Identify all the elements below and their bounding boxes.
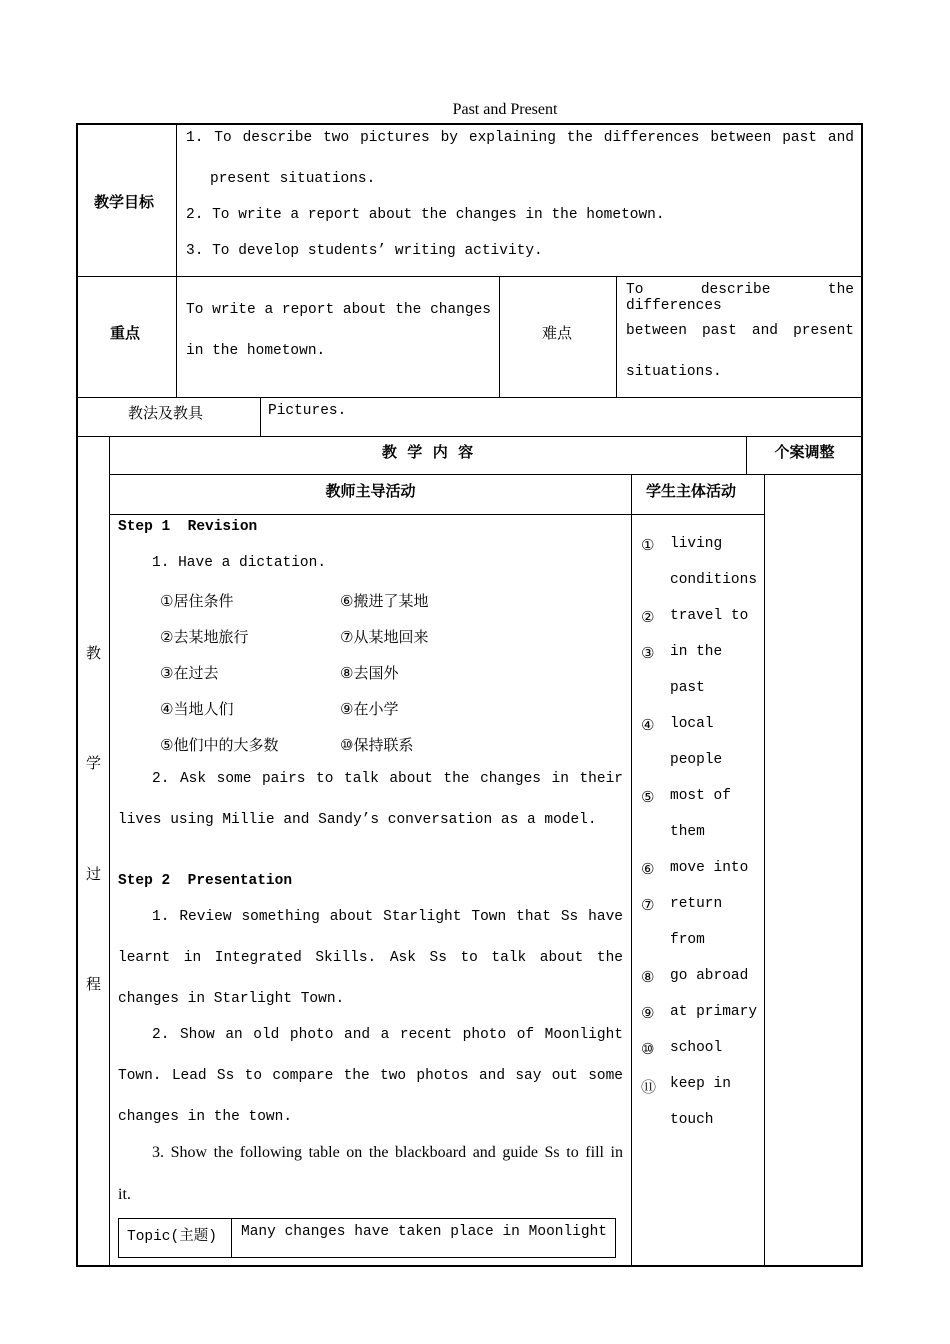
step2-item-3-line-1: 3. Show the following table on the blackboard and guide Ss to fill in xyxy=(152,1144,623,1161)
student-item-number: ④ xyxy=(641,716,655,734)
step2-title: Step 2 Presentation xyxy=(118,873,293,889)
step1-item-1: 1. Have a dictation. xyxy=(152,555,327,571)
methods-header: 教法及教具 xyxy=(128,404,204,422)
objective-item-2: 2. To write a report about the changes in the hometown. xyxy=(186,207,665,223)
dictation-right-6: ⑥搬进了某地 xyxy=(340,592,429,610)
student-item-text: living xyxy=(670,536,723,552)
step2-item-2-line-3: changes in the town. xyxy=(118,1109,293,1125)
student-item-text: from xyxy=(670,932,705,948)
student-item-text: conditions xyxy=(670,572,758,588)
student-item-text: return xyxy=(670,896,723,912)
step1-item-2-line-2: lives using Millie and Sandy’s conversation as a model. xyxy=(118,812,597,828)
key-points-line-2: in the hometown. xyxy=(186,343,326,359)
student-item-number: ⑦ xyxy=(641,896,655,914)
dictation-left-1: ①居住条件 xyxy=(160,592,234,610)
student-item-number: ⑪ xyxy=(641,1078,657,1096)
student-item-text: touch xyxy=(670,1112,714,1128)
dictation-right-9: ⑨在小学 xyxy=(340,700,399,718)
step1-title: Step 1 Revision xyxy=(118,519,258,535)
step2-item-2-line-1: 2. Show an old photo and a recent photo of Moonlight xyxy=(152,1027,623,1043)
student-item-number: ② xyxy=(641,608,655,626)
dictation-left-3: ③在过去 xyxy=(160,664,219,682)
page-title: Past and Present xyxy=(452,101,558,118)
student-item-text: most of xyxy=(670,788,731,804)
objective-item-1-cont: present situations. xyxy=(210,171,376,187)
student-item-number: ⑩ xyxy=(641,1040,655,1058)
inner-topic-label: Topic(主题) xyxy=(127,1229,217,1245)
objective-item-3: 3. To develop students’ writing activity. xyxy=(186,243,543,259)
student-item-text: travel to xyxy=(670,608,749,624)
inner-topic-value: Many changes have taken place in Moonlight xyxy=(241,1224,607,1240)
student-item-number: ⑧ xyxy=(641,968,655,986)
dictation-left-2: ②去某地旅行 xyxy=(160,628,249,646)
dictation-right-7: ⑦从某地回来 xyxy=(340,628,429,646)
student-item-number: ⑤ xyxy=(641,788,655,806)
student-item-text: school xyxy=(670,1040,723,1056)
difficulties-line-2: between past and present xyxy=(626,323,854,339)
teacher-header: 教师主导活动 xyxy=(325,482,416,500)
student-item-text: keep in xyxy=(670,1076,731,1092)
difficulties-line-3: situations. xyxy=(626,364,722,380)
process-label-1: 教 xyxy=(86,644,102,662)
student-item-text: at primary xyxy=(670,1004,758,1020)
objective-item-1: 1. To describe two pictures by explaining the differences between past and xyxy=(186,130,854,146)
student-item-text: past xyxy=(670,680,705,696)
student-header: 学生主体活动 xyxy=(645,482,736,500)
process-label-4: 程 xyxy=(86,975,102,993)
process-label-3: 过 xyxy=(86,865,102,883)
dictation-left-4: ④当地人们 xyxy=(160,700,234,718)
step2-item-1-line-2: learnt in Integrated Skills. Ask Ss to talk about the xyxy=(118,950,623,966)
student-item-text: move into xyxy=(670,860,749,876)
dictation-left-5: ⑤他们中的大多数 xyxy=(160,736,279,754)
key-points-line-1: To write a report about the changes xyxy=(186,302,491,318)
difficulties-header: 难点 xyxy=(542,324,573,342)
step2-item-2-line-2: Town. Lead Ss to compare the two photos and say out some xyxy=(118,1068,623,1084)
student-item-number: ⑥ xyxy=(641,860,655,878)
student-item-number: ⑨ xyxy=(641,1004,655,1022)
adjust-header: 个案调整 xyxy=(774,443,835,461)
key-points-header: 重点 xyxy=(110,324,141,342)
objectives-header: 教学目标 xyxy=(94,193,155,211)
student-item-number: ① xyxy=(641,536,655,554)
student-item-text: people xyxy=(670,752,723,768)
student-item-text: them xyxy=(670,824,705,840)
student-item-number: ③ xyxy=(641,644,655,662)
step2-item-3-line-2: it. xyxy=(118,1186,131,1203)
methods-value: Pictures. xyxy=(268,403,347,419)
student-item-text: in the xyxy=(670,644,723,660)
step1-item-2-line-1: 2. Ask some pairs to talk about the changes in their xyxy=(152,771,623,787)
content-header: 教 学 内 容 xyxy=(381,443,474,461)
step2-item-1-line-3: changes in Starlight Town. xyxy=(118,991,345,1007)
process-label-2: 学 xyxy=(86,754,102,772)
difficulties-line-1: To describe the differences xyxy=(626,282,854,314)
step2-item-1-line-1: 1. Review something about Starlight Town that Ss have xyxy=(152,909,623,925)
student-item-text: go abroad xyxy=(670,968,749,984)
dictation-right-8: ⑧去国外 xyxy=(340,664,399,682)
dictation-right-10: ⑩保持联系 xyxy=(340,736,414,754)
student-item-text: local xyxy=(670,716,714,732)
